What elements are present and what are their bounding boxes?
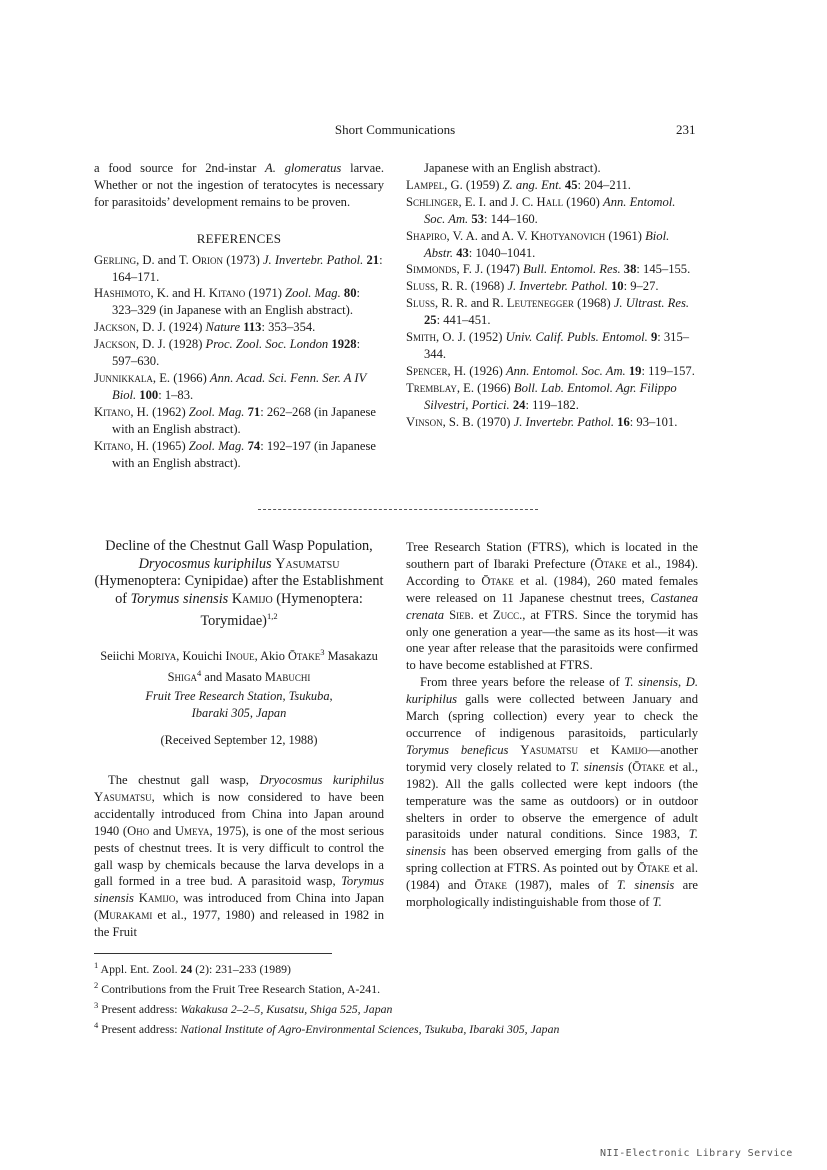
text-run: Sieb.: [449, 607, 474, 622]
text-run: Junnikkala: [94, 370, 153, 385]
text-run: , R. R. and R.: [435, 296, 507, 311]
text-run: Moriya: [137, 649, 177, 664]
text-run: Ōtake: [594, 556, 627, 571]
text-run: Kitano: [94, 438, 131, 453]
closing-paragraph: [94, 160, 384, 211]
text-run: Jackson: [94, 320, 136, 335]
body-paragraph: [94, 772, 384, 941]
reference-entry: [94, 285, 384, 319]
text-run: , F. J. (1947): [456, 262, 524, 277]
text-run: et al., 1982). All the galls collected were kept indoors (the temperature was the same as outdoors) or in outdoor shelters in order to observe the emergence of adult parasitoids under natural conditions. Since 1983,: [406, 759, 698, 842]
footnote: [94, 957, 714, 977]
text-run: : 315–344.: [424, 330, 690, 361]
text-run: , D. J. (1924): [135, 320, 206, 335]
text-run: , O. J. (1952): [436, 330, 506, 345]
text-run: , V. A. and A. V.: [446, 228, 531, 243]
text-run: 71: [247, 404, 261, 419]
text-run: 4: [94, 1019, 99, 1030]
reference-entry: [406, 228, 698, 262]
text-run: (1968): [573, 296, 614, 311]
text-run: Proc. Zool. Soc. London: [205, 337, 329, 352]
text-run: Lampel: [406, 177, 445, 192]
reference-entry: [94, 438, 384, 472]
text-run: 74: [247, 438, 261, 453]
text-run: Yasumatsu: [94, 789, 152, 804]
text-run: and: [149, 823, 175, 838]
text-run: Ōtake: [632, 759, 665, 774]
text-run: 24: [180, 961, 193, 976]
text-run: Kamijo: [611, 742, 648, 757]
text-run: (1971): [245, 286, 286, 301]
affiliation-line: Fruit Tree Research Station, Tsukuba,: [145, 689, 333, 703]
reference-entry: [94, 319, 384, 336]
text-run: : 9–27.: [623, 279, 659, 294]
article-title: [94, 538, 384, 631]
reference-entry: [406, 194, 698, 228]
reference-entry: [406, 380, 698, 414]
text-run: Torymus sinensis: [94, 874, 384, 906]
text-run: 38: [623, 262, 637, 277]
footnotes: [94, 957, 714, 1037]
reference-entry: [94, 370, 384, 404]
references-list-right: [406, 177, 698, 431]
text-run: Bull. Entomol. Res.: [523, 262, 621, 277]
text-run: (1973): [223, 252, 263, 267]
text-run: 21: [366, 252, 380, 267]
text-run: 1: [94, 960, 99, 970]
body-paragraph: [406, 674, 698, 911]
text-run: 2: [94, 979, 99, 990]
text-run: Decline of the Chestnut Gall Wasp Population,: [105, 538, 373, 554]
text-run: et: [473, 607, 493, 622]
text-run: (2): 231–233 (1989): [192, 961, 291, 976]
text-run: Shapiro: [406, 228, 447, 243]
text-run: Present address:: [98, 1021, 181, 1036]
article-authors: [94, 644, 384, 685]
text-run: Inoue: [225, 649, 255, 664]
text-run: ,: [678, 675, 686, 690]
footnote-list: [94, 957, 714, 1037]
reference-entry: [94, 404, 384, 438]
text-run: A. glomeratus: [265, 161, 342, 175]
footnote-rule: [94, 953, 332, 954]
text-run: Ann. Entomol. Soc. Am.: [424, 194, 676, 226]
text-run: Boll. Lab. Entomol. Agr. Filippo Silvestri, Portici.: [424, 380, 677, 412]
text-run: are morphologically indistinguishable from those of: [406, 878, 698, 910]
text-run: The chestnut gall wasp,: [108, 773, 260, 787]
text-run: , R. R. (1968): [435, 279, 508, 294]
text-run: J. Invertebr. Pathol.: [513, 414, 615, 429]
text-run: larvae. Whether or not the ingestion of teratocytes is necessary for parasitoids’ development remains to be proven.: [94, 161, 384, 209]
text-run: et: [578, 742, 612, 757]
text-run: Present address:: [98, 1001, 181, 1016]
text-run: 80: [343, 286, 357, 301]
text-run: 1928: [331, 337, 357, 352]
text-run: Contributions from the Fruit Tree Research Station, A-241.: [98, 981, 381, 996]
reference-entry: [406, 363, 698, 380]
text-run: —another torymid very closely related to: [406, 742, 699, 774]
text-run: (Hymenoptera: Torymidae): [200, 590, 363, 630]
text-run: National Institute of Agro-Environmental Sciences, Tsukuba, Ibaraki 305, Japan: [180, 1021, 560, 1036]
text-run: Yasumatsu: [520, 742, 579, 757]
received-date: (Received September 12, 1988): [160, 733, 318, 747]
text-run: 100: [139, 387, 159, 402]
text-run: : 204–211.: [577, 177, 631, 192]
text-run: Dryocosmus kuriphilus: [259, 773, 385, 787]
page-number: 231: [676, 122, 696, 137]
text-run: Wakakusa 2–2–5, Kusatsu, Shiga 525, Japan: [180, 1001, 393, 1016]
text-run: : 597–630.: [112, 337, 361, 369]
text-run: Torymus beneficus: [406, 742, 509, 757]
article-affiliation: [94, 688, 384, 722]
text-run: Ann. Entomol. Soc. Am.: [505, 363, 626, 378]
article-body-left: [94, 772, 384, 941]
text-run: , which is now considered to have been accidentally introduced from China into Japan around 1940 (: [94, 789, 384, 838]
text-run: (1961): [605, 228, 646, 243]
reference-entry: [406, 177, 698, 194]
text-run: : 119–157.: [641, 363, 695, 378]
text-run: Seiichi: [100, 649, 138, 664]
text-run: and Masato: [201, 669, 265, 684]
text-run: T. sinensis: [616, 878, 675, 893]
text-run: Kamijo: [231, 590, 273, 607]
text-run: Kamijo: [138, 891, 176, 906]
text-run: Appl. Ent. Zool.: [98, 961, 181, 976]
text-run: , E. (1966): [456, 380, 514, 395]
text-run: 4: [196, 667, 202, 678]
text-run: Hall: [536, 194, 564, 209]
text-run: (: [623, 759, 633, 774]
reference-entry: [94, 252, 384, 286]
text-run: 113: [243, 320, 262, 335]
reference-entry: [406, 329, 698, 363]
text-run: : 192–197 (in Japanese with an English abstract).: [112, 438, 376, 470]
references-heading: REFERENCES: [196, 230, 282, 246]
text-run: , H. (1965): [130, 438, 189, 453]
text-run: : 164–171.: [112, 252, 383, 284]
footnote: [94, 977, 714, 997]
text-run: 19: [628, 363, 642, 378]
text-run: : 93–101.: [629, 414, 678, 429]
text-run: Schlinger: [406, 194, 459, 209]
prev-article-right-column: [406, 160, 698, 431]
text-run: Vinson: [406, 414, 443, 429]
text-run: Leutenegger: [506, 296, 574, 311]
reference-entry: [406, 261, 698, 278]
text-run: Zool. Mag.: [188, 404, 245, 419]
text-run: , H. (1962): [130, 404, 189, 419]
text-run: Zool. Mag.: [188, 438, 245, 453]
references-list-left: [94, 252, 384, 472]
body-paragraph: [406, 539, 698, 674]
text-run: : 144–160.: [483, 211, 538, 226]
text-run: , 1975), is one of the most serious pests of chestnut trees. It is very difficult to control the gall wasp by chemicals because the larva develops in a gall formed in a tree bud. A parasitoid wasp,: [94, 823, 384, 889]
text-run: Yasumatsu: [275, 555, 340, 572]
text-run: Kitano: [208, 286, 246, 301]
text-run: , E. I. and J. C.: [458, 194, 537, 209]
text-run: , K. and H.: [150, 286, 209, 301]
text-run: 3: [320, 647, 325, 657]
text-run: Zucc.: [492, 607, 523, 622]
text-run: Castanea crenata: [406, 590, 698, 622]
text-run: 10: [610, 279, 624, 294]
text-run: : 262–268 (in Japanese with an English abstract).: [112, 404, 376, 436]
text-run: : 1–83.: [158, 387, 194, 402]
text-run: Torymus sinensis: [130, 590, 229, 607]
text-run: Ōtake: [474, 878, 507, 893]
text-run: : 119–182.: [525, 397, 579, 412]
watermark-text: NII-Electronic Library Service: [600, 1148, 793, 1159]
text-run: Tree Research Station (FTRS), which is located in the southern part of Ibaraki Prefecture (: [406, 540, 698, 571]
text-run: 43: [456, 245, 469, 260]
reference-entry: [406, 295, 698, 329]
running-title: Short Communications: [334, 122, 456, 137]
footnote: [94, 1017, 714, 1037]
text-run: 53: [471, 211, 484, 226]
text-run: Oho: [127, 823, 150, 838]
text-run: Shiga: [167, 669, 197, 684]
text-run: Ōtake: [287, 649, 321, 664]
text-run: Jackson: [94, 337, 136, 352]
text-run: , D. J. (1928): [135, 337, 206, 352]
text-run: Masakazu: [324, 649, 378, 664]
text-run: 1,2: [266, 611, 278, 622]
text-run: Tremblay: [406, 380, 457, 395]
text-run: Khotyanovich: [530, 228, 606, 243]
text-run: Ann. Acad. Sci. Fenn. Ser. A IV Biol.: [112, 370, 367, 402]
text-run: galls were collected between January and March (spring collection) every year to check the occurrence of indigenous parasitoids, particularly: [406, 692, 698, 740]
text-run: , Akio: [254, 649, 288, 664]
text-run: 25: [424, 313, 437, 328]
text-run: : 323–329 (in Japanese with an English abstract).: [112, 286, 360, 318]
text-run: Umeya: [174, 823, 210, 838]
prev-article-left-column: [94, 160, 384, 471]
text-run: , G. (1959): [444, 177, 503, 192]
text-run: : 353–354.: [261, 320, 316, 335]
text-run: Simmonds: [406, 262, 457, 277]
text-run: Biol. Abstr.: [424, 228, 670, 260]
text-run: : 441–451.: [436, 313, 491, 328]
text-run: , E. (1966): [152, 370, 210, 385]
text-run: T. sinensis: [570, 759, 624, 774]
text-run: Smith: [406, 330, 437, 345]
text-run: a food source for 2nd-instar: [94, 161, 266, 175]
text-run: et al., 1977, 1980) and released in 1982 in the Fruit: [94, 908, 384, 940]
text-run: Orion: [191, 252, 224, 267]
article-divider: [258, 509, 538, 510]
text-run: T. sinensis: [624, 675, 678, 690]
text-run: Dryocosmus kuriphilus: [138, 555, 272, 572]
text-run: Nature: [205, 320, 241, 335]
text-run: Zool. Mag.: [285, 286, 341, 301]
text-run: Mabuchi: [264, 669, 311, 684]
text-run: From three years before the release of: [420, 675, 625, 690]
reference-entry: [406, 414, 698, 431]
text-run: J. Ultrast. Res.: [613, 296, 690, 311]
text-run: , Kouichi: [176, 649, 226, 664]
text-run: 45: [564, 177, 578, 192]
text-run: Sluss: [406, 296, 436, 311]
text-run: Ōtake: [637, 861, 670, 876]
text-run: Ōtake: [481, 573, 514, 588]
text-run: Gerling: [94, 252, 137, 267]
text-run: et al., 1984). According to: [406, 556, 699, 588]
text-run: , at FTRS. Since the torymid has only one generation a year—the same as its host—it was one year after release that the parasitoids were confirmed to have become established at FTRS.: [406, 607, 698, 673]
text-run: Hashimoto: [94, 286, 151, 301]
text-run: Murakami: [98, 908, 153, 923]
text-run: 24: [512, 397, 526, 412]
reference-entry: [94, 336, 384, 370]
text-run: (1987), males of: [506, 878, 617, 893]
text-run: Sluss: [406, 279, 436, 294]
text-run: Univ. Calif. Publs. Entomol.: [505, 330, 648, 345]
article-body-right: [406, 539, 698, 911]
text-run: : 1040–1041.: [468, 245, 536, 260]
reference-continuation: Japanese with an English abstract).: [424, 161, 601, 175]
text-run: , was introduced from China into Japan (: [94, 891, 384, 923]
text-run: , H. (1926): [447, 363, 506, 378]
affiliation-line: Ibaraki 305, Japan: [191, 705, 287, 720]
text-run: (1960): [563, 194, 603, 209]
text-run: 3: [94, 999, 99, 1010]
text-run: , D. and T.: [136, 252, 192, 267]
text-run: J. Invertebr. Pathol.: [507, 279, 608, 294]
text-run: D. kuriphilus: [406, 675, 699, 707]
footnote: [94, 997, 714, 1017]
text-run: , S. B. (1970): [442, 414, 514, 429]
text-run: (Hymenoptera: Cynipidae) after the Establishment of: [94, 573, 384, 607]
text-run: 16: [617, 414, 630, 429]
text-run: [508, 743, 520, 757]
text-run: : 145–155.: [636, 262, 691, 277]
text-run: et al. (1984), 260 mated females were released on 11 Japanese chestnut trees,: [406, 573, 698, 605]
text-run: Spencer: [406, 363, 448, 378]
text-run: Z. ang. Ent.: [502, 177, 562, 192]
text-run: T. sinensis: [406, 827, 698, 859]
text-run: 9: [650, 330, 658, 345]
reference-entry: [406, 278, 698, 295]
text-run: et al. (1984) and: [406, 861, 698, 893]
text-run: Kitano: [94, 404, 131, 419]
text-run: J. Invertebr. Pathol.: [262, 252, 364, 267]
text-run: T.: [652, 895, 662, 910]
text-run: has been observed emerging from galls of the spring collection at FTRS. As pointed out by: [406, 844, 698, 876]
